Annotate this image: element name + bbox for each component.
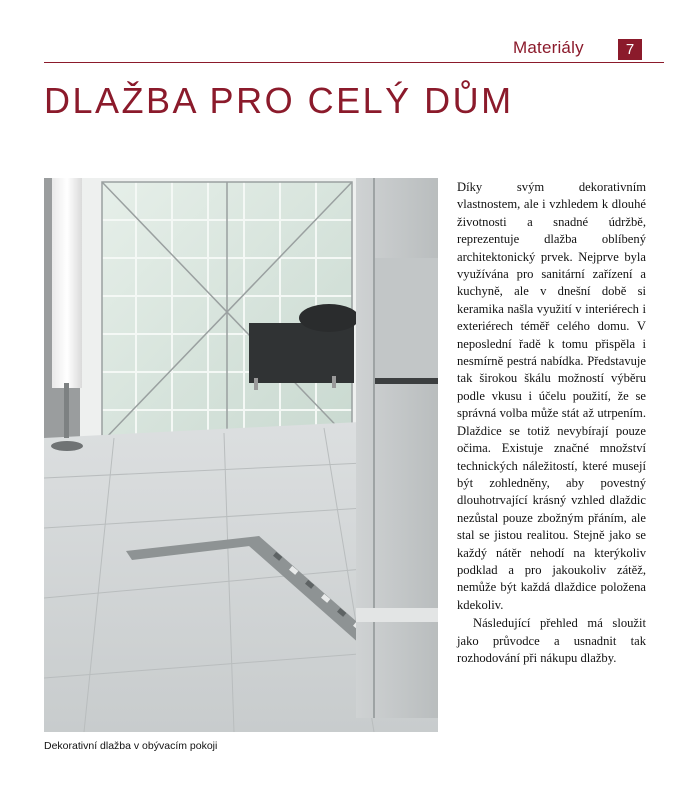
body-paragraph: Díky svým dekorativním vlastnostem, ale i vzhledem k dlouhé životnosti a snadné údržbě, reprezentuje dlažba oblíbený architektonický prvek. Nejprve byla využívána pro sanitární zařízení a kuchyně, ale v dnešní době si keramika našla využití v interiérech i exteriérech téměř celého domu. V neposlední řadě k tomu přispěla i nesmírně pestrá nabídka. Představuje tak širokou škálu možností výběru podle vkusu i účelu použití, že se správná volba může stát až utrpením. Dlaždice se totiž nevybírají pouze očima. Existuje značné množství technických náležitostí, které musejí být zohledněny, aby povestný dlouhotrvající krásný vzhled dlaždic nezůstal pouze zbožným přáním, ale stal se jistou realitou. Stejně jako se každý nátěr nehodí na kterýkoliv podklad a pro jakoukoliv zátěž, nemůže být každá dlaždice položena kdekoliv.	[457, 180, 646, 612]
body-paragraph: Následující přehled má sloužit jako průvodce a usnadnit tak rozhodování při nákupu dlažby.	[457, 616, 646, 665]
photo-caption: Dekorativní dlažba v obývacím pokoji	[44, 740, 218, 752]
interior-photo	[44, 178, 438, 732]
header-rule	[44, 62, 664, 63]
body-text	[457, 179, 646, 667]
page-number: 7	[618, 39, 642, 60]
page-title: DLAŽBA PRO CELÝ DŮM	[44, 80, 514, 121]
section-label: Materiály	[513, 38, 584, 57]
